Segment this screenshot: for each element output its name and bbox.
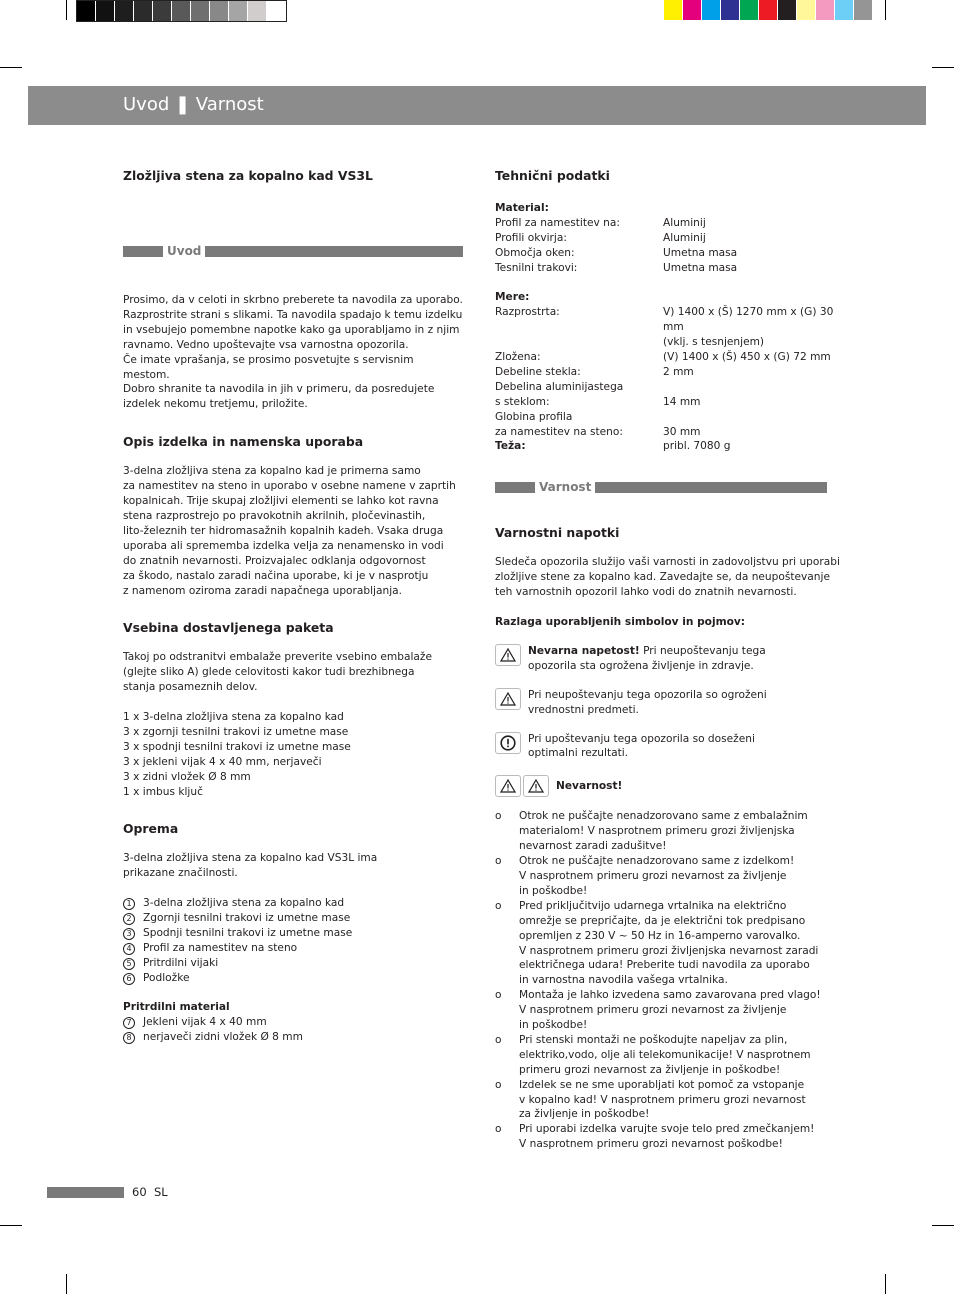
- color-swatch: [854, 0, 873, 20]
- item-number-circle: 1: [123, 898, 135, 910]
- opis-line: z namenom oziroma zaradi napačnega uporabljanja.: [123, 584, 403, 597]
- crop-mark: [932, 67, 954, 68]
- bullet-line: Pred priključitvijo udarnega vrtalnika na električno: [519, 899, 787, 912]
- bullet-line: V nasprotnem primeru grozi nevarnost za življenje: [519, 1004, 787, 1017]
- bullet-line: omrežje se prepričajte, da je električni tok predpisano: [519, 914, 806, 927]
- intro-line: Prosimo, da v celoti in skrbno preberete ta navodila za uporabo.: [123, 294, 463, 306]
- symbol-line: [528, 732, 755, 747]
- spec-value: (V) 1400 x (Š) 450 x (G) 72 mm: [663, 351, 831, 364]
- crop-mark: [885, 1274, 886, 1294]
- mere-label: Mere:: [495, 291, 530, 304]
- color-swatch: [210, 1, 229, 21]
- symbol-bold: Nevarna napetost!: [528, 644, 640, 657]
- spec-key: Tesnilni trakovi:: [495, 261, 578, 274]
- page-title: Uvod ❚ Varnost: [123, 94, 264, 115]
- item-text: Zgornji tesnilni trakovi iz umetne mase: [143, 912, 351, 925]
- color-swatch: [721, 0, 740, 20]
- opis-title: Opis izdelka in namenska uporaba: [123, 434, 364, 450]
- spec-value: Umetna masa: [663, 246, 738, 259]
- crop-mark: [932, 1225, 954, 1226]
- item-text: Podložke: [143, 971, 190, 984]
- section-label-uvod: Uvod: [167, 243, 202, 258]
- bullet-marker: o: [495, 810, 502, 823]
- spec-value: 14 mm: [663, 395, 701, 408]
- bullet-text: [519, 854, 794, 899]
- section-bar-uvod: [123, 244, 463, 258]
- item-number-circle: 4: [123, 943, 135, 955]
- opis-line: stena razprostrejo po pravokotnih akrilnih, pločevinastih,: [123, 509, 426, 522]
- color-swatch: [740, 0, 759, 20]
- bullet-line: opremljen z 230 V ~ 50 Hz in 16-amperno varovalko.: [519, 929, 801, 942]
- item-number-circle: 5: [123, 958, 135, 970]
- color-swatch: [267, 1, 286, 21]
- danger-bullet: [495, 988, 840, 1033]
- intro-line: Razprostrite strani s slikami. Ta navodila spadajo k temu izdelku: [123, 308, 463, 321]
- crop-mark: [66, 0, 67, 20]
- color-swatch: [134, 1, 153, 21]
- crop-mark: [66, 1274, 67, 1294]
- spec-key: s steklom:: [495, 395, 550, 408]
- material-table: [495, 216, 840, 276]
- numbered-item: [123, 1030, 463, 1045]
- color-swatch: [248, 1, 267, 21]
- spec-value: Aluminij: [663, 216, 706, 229]
- item-number: [123, 911, 143, 926]
- footer-bar: [47, 1187, 124, 1198]
- item-number-circle: 2: [123, 913, 135, 925]
- bullet-line: električnega udara! Preberite tudi navodila za uporabo: [519, 959, 810, 972]
- bullet-marker: o: [495, 1123, 502, 1136]
- spec-key: Debeline stekla:: [495, 365, 581, 378]
- oprema-list: [123, 896, 463, 985]
- spec-key: Zložena:: [495, 351, 541, 364]
- spec-key: Profili okvirja:: [495, 231, 567, 244]
- danger-bullet: [495, 1078, 840, 1123]
- bullet-line: elektriko,vodo, olje ali telekomunikacije! V nasprotnem: [519, 1048, 811, 1061]
- spec-value: V) 1400 x (Š) 1270 mm x (G) 30 mm: [663, 306, 834, 334]
- oprema-line: prikazane značilnosti.: [123, 867, 238, 880]
- napotki-line: Sledeča opozorila služijo vaši varnosti in zadovoljstvu pri uporabi: [495, 556, 840, 569]
- symbol-list: [495, 644, 840, 761]
- opis-line: kopalnicah. Trije skupaj zložljivi elementi se lahko kot ravna: [123, 495, 439, 508]
- symbol-line: [528, 688, 767, 703]
- page-number: [132, 1185, 168, 1200]
- symbol-text: [528, 644, 766, 674]
- bullet-line: V nasprotnem primeru grozi nevarnost za življenje: [519, 869, 787, 882]
- item-number-circle: 3: [123, 928, 135, 940]
- nevarnost-label: Nevarnost!: [556, 779, 623, 792]
- spec-value: 2 mm: [663, 365, 694, 378]
- danger-bullet: [495, 1033, 840, 1078]
- numbered-item: [123, 971, 463, 986]
- vsebina-line: stanja posameznih delov.: [123, 681, 258, 694]
- color-swatch: [816, 0, 835, 20]
- item-text: Pritrdilni vijaki: [143, 956, 219, 969]
- nevarnost-heading: [495, 775, 840, 797]
- bullet-line: V nasprotnem primeru grozi nevarnost poškodbe!: [519, 1138, 783, 1151]
- symbol-item: [495, 644, 840, 674]
- color-swatches-right: [664, 0, 873, 20]
- bullet-line: primeru grozi nevarnost za življenje in poškodbe!: [519, 1063, 781, 1076]
- symbol-line: vrednostni predmeti.: [528, 703, 639, 716]
- danger-bullet-list: [495, 809, 840, 1152]
- package-item: 3 x zgornji tesnilni trakovi iz umetne mase: [123, 725, 349, 738]
- symbol-text: [528, 688, 767, 718]
- opis-text: [123, 464, 463, 598]
- teza-row: [495, 439, 840, 454]
- opis-line: za namestitev na steno in uporabo v osebne namene v zaprtih: [123, 480, 456, 493]
- spec-row: [495, 231, 840, 246]
- intro-line: izdelek nekomu tretjemu, priložite.: [123, 398, 308, 411]
- numbered-item: [123, 911, 463, 926]
- color-swatch: [115, 1, 134, 21]
- package-item: 3 x jekleni vijak 4 x 40 mm, nerjaveči: [123, 755, 322, 768]
- item-number: [123, 1030, 143, 1045]
- numbered-item: [123, 896, 463, 911]
- crop-mark: [885, 0, 886, 20]
- symbol-rest: Pri neupoštevanju tega opozorila so ogroženi: [528, 688, 767, 701]
- page-number-value: 60: [132, 1185, 147, 1199]
- vsebina-text: [123, 650, 463, 695]
- bullet-line: nevarnost zaradi zadušitve!: [519, 840, 667, 853]
- opis-line: uporaba ali sprememba izdelka velja za nenamensko in vodi: [123, 539, 444, 552]
- bullet-text: [519, 988, 821, 1033]
- package-item: 3 x spodnji tesnilni trakovi iz umetne mase: [123, 740, 351, 753]
- item-number: [123, 971, 143, 986]
- warning-icon: [495, 775, 521, 797]
- napotki-line: teh varnostnih opozoril lahko vodi do znatnih nevarnosti.: [495, 586, 797, 599]
- bullet-line: Montaža je lahko izvedena samo zavarovana pred vlago!: [519, 989, 821, 1002]
- numbered-item: [123, 1015, 463, 1030]
- bullet-marker: o: [495, 1033, 502, 1046]
- intro-line: Če imate vprašanja, se prosimo posvetujte s servisnim mestom.: [123, 353, 414, 381]
- intro-line: in vsebujejo pomembne napotke kako ga uporabljamo in z njim: [123, 323, 460, 336]
- bullet-line: Otrok ne puščajte nenadzorovano same z izdelkom!: [519, 855, 795, 868]
- bullet-line: materialom! V nasprotnem primeru grozi življenjska: [519, 825, 795, 838]
- spec-value: Aluminij: [663, 231, 706, 244]
- package-item: 1 x imbus ključ: [123, 785, 203, 798]
- mere-table: [495, 305, 840, 439]
- color-swatch: [683, 0, 702, 20]
- teza-label: Teža:: [495, 440, 526, 453]
- product-title: Zložljiva stena za kopalno kad VS3L: [123, 168, 373, 183]
- spec-row: [495, 425, 840, 440]
- color-swatch: [702, 0, 721, 20]
- oprema-line: 3-delna zložljiva stena za kopalno kad VS3L ima: [123, 852, 378, 865]
- danger-bullet: [495, 854, 840, 899]
- opis-line: lito-železnih ter hidromasažnih kopalnih kadeh. Vsaka druga: [123, 524, 444, 537]
- item-number: [123, 956, 143, 971]
- bullet-line: Pri uporabi izdelka varujte svoje telo pred zmečkanjem!: [519, 1123, 815, 1136]
- color-swatch: [835, 0, 854, 20]
- right-column: [495, 168, 840, 1152]
- bullet-line: in poškodbe!: [519, 884, 588, 897]
- bullet-marker: o: [495, 855, 502, 868]
- tech-title: Tehnični podatki: [495, 168, 610, 183]
- crop-mark: [0, 1225, 22, 1226]
- spec-row: [495, 305, 840, 335]
- item-number: [123, 1015, 143, 1030]
- symbol-text: [528, 732, 755, 762]
- spec-row: [495, 365, 840, 380]
- spec-key: Profil za namestitev na:: [495, 216, 620, 229]
- warning-icon: [495, 688, 521, 710]
- bullet-text: [519, 809, 808, 854]
- intro-line: Dobro shranite ta navodila in jih v primeru, da posredujete: [123, 383, 435, 396]
- symbol-item: [495, 688, 840, 718]
- crop-mark: [0, 67, 22, 68]
- bullet-marker: o: [495, 899, 502, 912]
- spec-value: (vklj. s tesnjenjem): [663, 336, 765, 349]
- symbol-line: opozorila sta ogrožena življenje in zdravje.: [528, 659, 754, 672]
- razlaga-title: Razlaga uporabljenih simbolov in pojmov:: [495, 616, 746, 628]
- danger-bullet: [495, 809, 840, 854]
- symbol-rest: Pri upoštevanju tega opozorila so doseženi: [528, 732, 755, 745]
- opis-line: za škodo, nastalo zaradi načina uporabe, ki je v nasprotju: [123, 569, 429, 582]
- bullet-line: v kopalno kad! V nasprotnem primeru grozi nevarnost: [519, 1093, 806, 1106]
- item-text: Spodnji tesnilni trakovi iz umetne mase: [143, 926, 353, 939]
- oprema-text: [123, 851, 463, 881]
- danger-bullet: [495, 899, 840, 988]
- numbered-item: [123, 941, 463, 956]
- napotki-line: zložljive stene za kopalno kad. Zavedajte se, da neupoštevanje: [495, 571, 830, 584]
- bullet-text: [519, 1078, 806, 1123]
- color-swatch: [797, 0, 816, 20]
- teza-value: pribl. 7080 g: [663, 440, 731, 453]
- bullet-line: in poškodbe!: [519, 1019, 588, 1032]
- intro-line: ravnamo. Vedno upoštevajte vsa varnostna opozorila.: [123, 338, 409, 351]
- section-label-varnost: Varnost: [539, 479, 592, 494]
- color-swatches-left: [76, 0, 287, 22]
- bullet-line: V nasprotnem primeru grozi življenjska nevarnost zaradi: [519, 944, 819, 957]
- bullet-line: za življenje in poškodbe!: [519, 1108, 650, 1121]
- page-language: SL: [153, 1185, 168, 1199]
- bullet-text: [519, 1033, 811, 1078]
- color-swatch: [191, 1, 210, 21]
- color-swatch: [229, 1, 248, 21]
- spec-row: [495, 395, 840, 410]
- spec-key: Globina profila: [495, 410, 573, 423]
- bullet-line: in varnostna navodila vašega vrtalnika.: [519, 974, 728, 987]
- intro-text: [123, 293, 463, 412]
- bullet-marker: o: [495, 989, 502, 1002]
- item-text: Jekleni vijak 4 x 40 mm: [143, 1016, 267, 1029]
- left-column: [123, 168, 463, 1045]
- symbol-item: [495, 732, 840, 762]
- bullet-line: Izdelek se ne sme uporabljati kot pomoč za vstopanje: [519, 1078, 805, 1091]
- opis-line: 3-delna zložljiva stena za kopalno kad je primerna samo: [123, 465, 421, 478]
- color-swatch: [778, 0, 797, 20]
- color-swatch: [759, 0, 778, 20]
- spec-row: [495, 216, 840, 231]
- spec-row: [495, 246, 840, 261]
- spec-value: 30 mm: [663, 425, 701, 438]
- item-text: 3-delna zložljiva stena za kopalno kad: [143, 897, 345, 910]
- color-swatch: [172, 1, 191, 21]
- oprema-title: Oprema: [123, 821, 179, 837]
- spec-key: za namestitev na steno:: [495, 425, 623, 438]
- item-number: [123, 896, 143, 911]
- color-swatch: [664, 0, 683, 20]
- opis-line: do znatnih nevarnosti. Proizvajalec odklanja odgovornost: [123, 554, 426, 567]
- section-bar-varnost: [495, 480, 840, 494]
- numbered-item: [123, 956, 463, 971]
- spec-row: [495, 410, 840, 425]
- symbol-line: optimalni rezultati.: [528, 747, 629, 760]
- material-label: Material:: [495, 202, 549, 214]
- bullet-text: [519, 1122, 814, 1152]
- bullet-text: [519, 899, 818, 988]
- item-number-circle: 7: [123, 1017, 135, 1029]
- item-number: [123, 926, 143, 941]
- item-number-circle: 8: [123, 1032, 135, 1044]
- spec-key: [495, 335, 663, 350]
- spec-row: [495, 261, 840, 276]
- item-text: nerjaveči zidni vložek Ø 8 mm: [143, 1031, 303, 1044]
- spec-key: Območja oken:: [495, 246, 575, 259]
- spec-row: [495, 380, 840, 395]
- exclamation-icon: [495, 732, 521, 754]
- symbol-line: [528, 644, 766, 659]
- pritrdilni-list: [123, 1015, 463, 1045]
- napotki-title: Varnostni napotki: [495, 525, 620, 541]
- item-number: [123, 941, 143, 956]
- vsebina-line: (glejte sliko A) glede celovitosti kakor tudi brezhibnega: [123, 666, 415, 679]
- color-swatch: [96, 1, 115, 21]
- pritrdilni-title: Pritrdilni material: [123, 1001, 230, 1014]
- spec-row: [495, 350, 840, 365]
- package-item: 3 x zidni vložek Ø 8 mm: [123, 770, 251, 783]
- color-swatch: [77, 1, 96, 21]
- spec-key: Debelina aluminijastega: [495, 380, 624, 393]
- warning-icon: [523, 775, 549, 797]
- spec-value: Umetna masa: [663, 261, 738, 274]
- spec-row: [495, 335, 840, 350]
- spec-key: Razprostrta:: [495, 306, 560, 319]
- bullet-marker: o: [495, 1078, 502, 1091]
- vsebina-title: Vsebina dostavljenega paketa: [123, 620, 334, 636]
- warning-icon: [495, 644, 521, 666]
- page-header: [28, 86, 926, 125]
- bullet-line: Pri stenski montaži ne poškodujte napeljav za plin,: [519, 1033, 788, 1046]
- numbered-item: [123, 926, 463, 941]
- item-text: Profil za namestitev na steno: [143, 941, 298, 954]
- color-swatch: [153, 1, 172, 21]
- package-item: 1 x 3-delna zložljiva stena za kopalno kad: [123, 711, 344, 724]
- package-list: [123, 710, 463, 799]
- napotki-text: [495, 555, 840, 600]
- bullet-line: Otrok ne puščajte nenadzorovano same z embalažnim: [519, 810, 808, 823]
- vsebina-line: Takoj po odstranitvi embalaže preverite vsebino embalaže: [123, 651, 432, 664]
- symbol-rest: Pri neupoštevanju tega: [639, 644, 766, 657]
- danger-bullet: [495, 1122, 840, 1152]
- item-number-circle: 6: [123, 973, 135, 985]
